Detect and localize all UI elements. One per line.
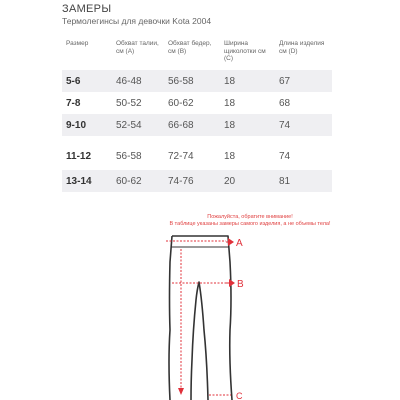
cell-size: 7-8	[66, 97, 81, 109]
cell-waist: 50-52	[116, 97, 142, 109]
cell-hips: 56-58	[164, 70, 220, 92]
label-a: A	[236, 238, 243, 249]
header-waist: Обхват талии, см (A)	[116, 40, 159, 55]
cell-waist: 56-58	[116, 150, 142, 162]
cell-ankle: 18	[220, 70, 275, 92]
page-title: ЗАМЕРЫ	[62, 3, 112, 15]
arrow-b-icon	[229, 279, 235, 287]
cell-size: 11-12	[66, 150, 92, 162]
cell-ankle: 18	[220, 114, 275, 136]
cell-length: 74	[279, 150, 291, 162]
cell-length: 74	[275, 114, 332, 136]
notice-line-1: Пожалуйста, обратите внимание!	[207, 214, 293, 220]
cell-length: 68	[279, 97, 291, 109]
cell-ankle: 20	[220, 170, 275, 192]
cell-size: 5-6	[62, 70, 112, 92]
header-length: Длина изделия см (D)	[279, 40, 325, 55]
cell-ankle: 18	[224, 150, 236, 162]
arrow-d-icon	[178, 388, 184, 395]
cell-ankle: 18	[224, 97, 236, 109]
header-size: Размер	[66, 40, 89, 47]
cell-waist: 52-54	[112, 114, 164, 136]
header-ankle: Ширина щиколотки см (C)	[224, 40, 266, 62]
header-hips: Обхват бедер, см (B)	[168, 40, 212, 55]
cell-hips: 72-74	[168, 150, 194, 162]
cell-length: 81	[275, 170, 332, 192]
arrow-a-icon	[228, 238, 234, 246]
cell-hips: 74-76	[164, 170, 220, 192]
product-subtitle: Термолегинсы для девочки Kota 2004	[62, 16, 212, 26]
cell-length: 67	[275, 70, 332, 92]
cell-waist: 60-62	[112, 170, 164, 192]
cell-size: 9-10	[62, 114, 112, 136]
cell-hips: 60-62	[168, 97, 194, 109]
notice-line-2: В таблице указаны замеры самого изделия, а не объемы тела!	[169, 221, 331, 227]
cell-hips: 66-68	[164, 114, 220, 136]
cell-waist: 46-48	[112, 70, 164, 92]
label-b: B	[237, 279, 244, 290]
label-c: C	[236, 391, 243, 400]
cell-size: 13-14	[62, 170, 112, 192]
leggings-outline	[169, 236, 232, 400]
